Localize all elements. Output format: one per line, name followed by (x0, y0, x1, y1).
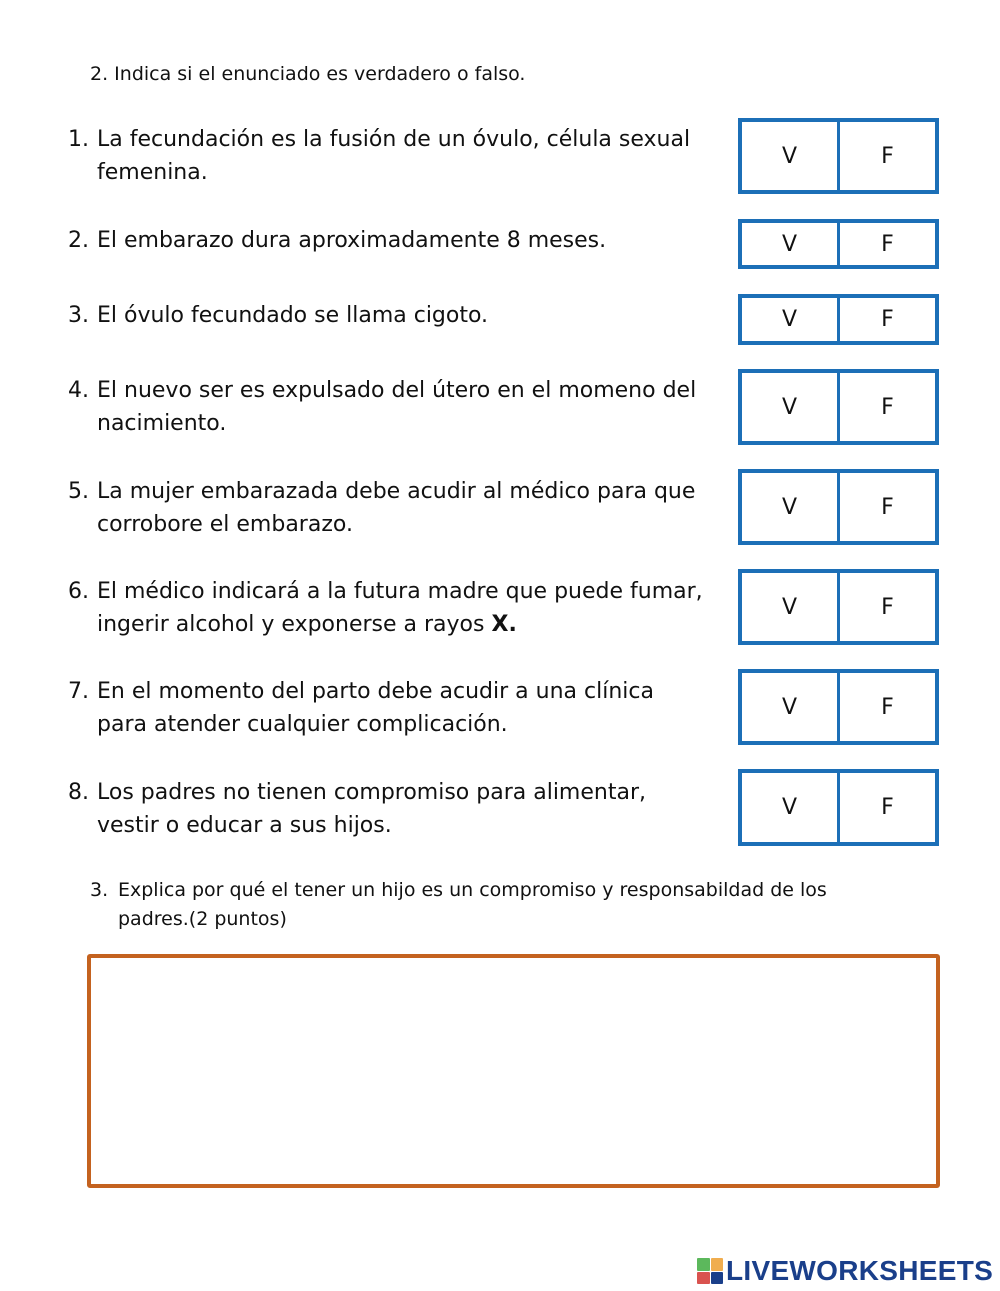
false-option[interactable]: F (837, 473, 935, 541)
question-number: 5. (68, 479, 89, 504)
logo-text: LIVEWORKSHEETS (726, 1255, 994, 1286)
question-text-bold: X. (491, 612, 517, 637)
true-false-selector-4 (738, 369, 939, 445)
question-text: La fecundación es la fusión de un óvulo, célula sexual femenina. (97, 127, 691, 185)
true-false-selector-6 (738, 569, 939, 645)
liveworksheets-logo (697, 1255, 993, 1287)
question-number: 7. (68, 679, 89, 704)
true-false-selector-5 (738, 469, 939, 545)
question-number: 2. (68, 228, 89, 253)
true-false-selector-7 (738, 669, 939, 745)
true-option[interactable]: V (781, 594, 798, 620)
false-option[interactable]: F (837, 373, 935, 441)
true-option[interactable]: V (781, 143, 798, 169)
false-option[interactable]: F (837, 673, 935, 741)
true-option[interactable]: V (781, 694, 798, 720)
true-option[interactable]: V (781, 394, 798, 420)
question-text: El nuevo ser es expulsado del útero en el momeno del nacimiento. (97, 378, 697, 436)
true-false-selector-1 (738, 118, 939, 194)
question-text: El óvulo fecundado se llama cigoto. (97, 303, 489, 328)
question-text: Los padres no tienen compromiso para alimentar, vestir o educar a sus hijos. (97, 780, 646, 838)
false-option[interactable]: F (837, 122, 935, 190)
section-2-title: 2. Indica si el enunciado es verdadero o falso. (90, 63, 526, 85)
section-3-number: 3. (90, 879, 109, 901)
section-3-title-line-1: Explica por qué el tener un hijo es un compromiso y responsabildad de los (118, 879, 827, 901)
question-number: 4. (68, 378, 89, 403)
question-number: 8. (68, 780, 89, 805)
question-text-main: El médico indicará a la futura madre que puede fumar, ingerir alcohol y exponerse a rayos (97, 579, 703, 637)
question-number: 6. (68, 579, 89, 604)
true-option[interactable]: V (781, 795, 798, 820)
question-text (97, 575, 707, 641)
question-text: En el momento del parto debe acudir a una clínica para atender cualquier complicación. (97, 679, 654, 737)
question-text: El embarazo dura aproximadamente 8 meses. (97, 228, 607, 253)
false-option[interactable]: F (837, 773, 935, 842)
false-option[interactable]: F (837, 223, 935, 265)
question-number: 1. (68, 127, 89, 152)
true-false-selector-2 (738, 219, 939, 269)
false-option[interactable]: F (837, 573, 935, 641)
question-text: La mujer embarazada debe acudir al médico para que corrobore el embarazo. (97, 479, 696, 537)
answer-text-box[interactable] (87, 954, 940, 1188)
question-number: 3. (68, 303, 89, 328)
true-option[interactable]: V (781, 231, 798, 257)
logo-mark-icon (697, 1258, 723, 1284)
true-option[interactable]: V (781, 307, 798, 332)
false-option[interactable]: F (837, 298, 935, 341)
section-3-title-line-2: padres.(2 puntos) (118, 908, 287, 930)
true-option[interactable]: V (781, 494, 798, 520)
true-false-selector-8 (738, 769, 939, 846)
true-false-selector-3 (738, 294, 939, 345)
